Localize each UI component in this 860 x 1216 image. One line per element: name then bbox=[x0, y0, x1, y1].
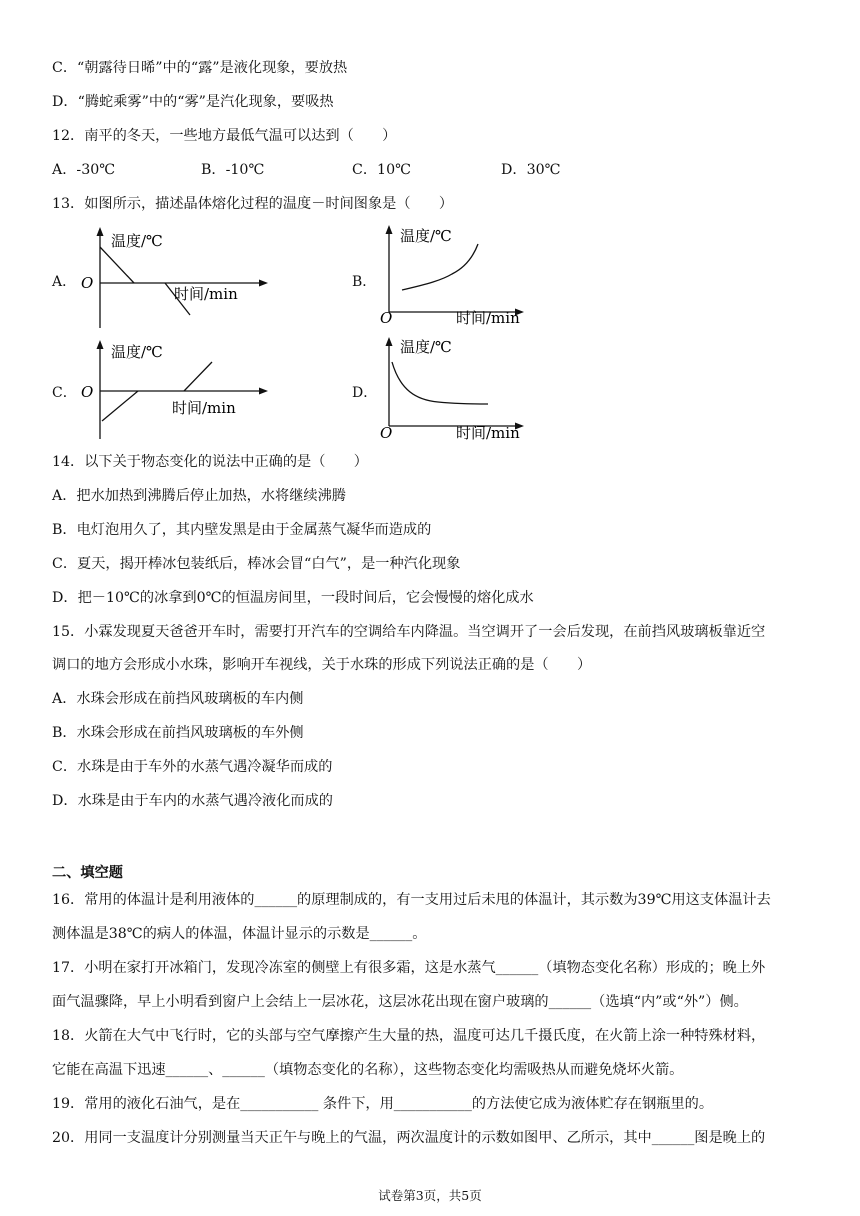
q12-option-d: D．30℃ bbox=[501, 162, 561, 178]
q17-line2: 面气温骤降，早上小明看到窗户上会结上一层冰花，这层冰花出现在窗户玻璃的______（选填“内”或“外”）侧。 bbox=[52, 994, 748, 1010]
q12-option-a: A．-30℃ bbox=[52, 162, 116, 178]
q15-option-a: A．水珠会形成在前挡风玻璃板的车内侧 bbox=[52, 691, 304, 707]
graph-a-ylabel: 温度/℃ bbox=[111, 232, 163, 250]
q20-line1: 20．用同一支温度计分别测量当天正午与晚上的气温，两次温度计的示数如图甲、乙所示，其中______图是晚上的 bbox=[52, 1130, 766, 1146]
q12-option-b: B．-10℃ bbox=[201, 162, 265, 178]
q15-option-c: C．水珠是由于车外的水蒸气遇冷凝华而成的 bbox=[52, 759, 333, 775]
q17-line1: 17．小明在家打开冰箱门，发现冷冻室的侧壁上有很多霜，这是水蒸气______（填物态变化名称）形成的；晚上外 bbox=[52, 960, 766, 976]
q11-option-d: D．“腾蛇乘雾”中的“雾”是汽化现象，要吸热 bbox=[52, 94, 334, 110]
section-title-fill-blank: 二、填空题 bbox=[52, 865, 123, 881]
graph-d-ylabel: 温度/℃ bbox=[400, 338, 452, 356]
q15-stem-line2: 调口的地方会形成小水珠，影响开车视线，关于水珠的形成下列说法正确的是（ ） bbox=[52, 657, 592, 673]
q14-option-b: B．电灯泡用久了，其内壁发黑是由于金属蒸气凝华而造成的 bbox=[52, 522, 432, 538]
graph-b-xlabel: 时间/min bbox=[456, 309, 520, 327]
q14-stem: 14．以下关于物态变化的说法中正确的是（ ） bbox=[52, 454, 368, 470]
graph-d-origin: O bbox=[380, 424, 393, 442]
q13-stem: 13．如图所示，描述晶体熔化过程的温度－时间图象是（ ） bbox=[52, 196, 454, 212]
graph-b-ylabel: 温度/℃ bbox=[400, 227, 452, 245]
q13-graph-a bbox=[78, 224, 268, 328]
q16-line1: 16．常用的体温计是利用液体的______的原理制成的，有一支用过后未甩的体温计，其示数为39℃用这支体温计去 bbox=[52, 892, 771, 908]
graph-b-origin: O bbox=[380, 309, 393, 327]
q18-line2: 它能在高温下迅速______、______（填物态变化的名称），这些物态变化均需吸热从而避免烧坏火箭。 bbox=[52, 1062, 684, 1078]
page-footer: 试卷第3页，共5页 bbox=[378, 1188, 482, 1203]
q14-option-a: A．把水加热到沸腾后停止加热，水将继续沸腾 bbox=[52, 488, 346, 504]
q12-stem: 12．南平的冬天，一些地方最低气温可以达到（ ） bbox=[52, 128, 397, 144]
q14-option-d: D．把－10℃的冰拿到0℃的恒温房间里，一段时间后，它会慢慢的熔化成水 bbox=[52, 590, 534, 606]
graph-c-ylabel: 温度/℃ bbox=[111, 343, 163, 361]
q15-option-d: D．水珠是由于车内的水蒸气遇冷液化而成的 bbox=[52, 793, 333, 809]
q12-option-c: C．10℃ bbox=[352, 162, 411, 178]
q16-line2: 测体温是38℃的病人的体温，体温计显示的示数是______。 bbox=[52, 926, 427, 942]
q13-graph-c bbox=[78, 337, 268, 439]
q15-stem-line1: 15．小霖发现夏天爸爸开车时，需要打开汽车的空调给车内降温。当空调开了一会后发现，在前挡风玻璃板靠近空 bbox=[52, 624, 766, 640]
graph-d-xlabel: 时间/min bbox=[456, 424, 520, 442]
graph-a-origin: O bbox=[81, 274, 94, 292]
q13-label-c: C． bbox=[52, 385, 77, 401]
q13-graph-b bbox=[378, 222, 528, 330]
q11-option-c: C．“朝露待日晞”中的“露”是液化现象，要放热 bbox=[52, 60, 348, 76]
graph-a-xlabel: 时间/min bbox=[174, 285, 238, 303]
q19-line: 19．常用的液化石油气，是在___________ 条件下，用___________的方法使它成为液体贮存在钢瓶里的。 bbox=[52, 1096, 714, 1112]
q18-line1: 18．火箭在大气中飞行时，它的头部与空气摩擦产生大量的热，温度可达几千摄氏度，在火箭上涂一种特殊材料， bbox=[52, 1028, 766, 1044]
q13-graph-d bbox=[378, 334, 528, 444]
q13-label-b: B． bbox=[352, 274, 377, 290]
graph-c-xlabel: 时间/min bbox=[172, 399, 236, 417]
q15-option-b: B．水珠会形成在前挡风玻璃板的车外侧 bbox=[52, 725, 304, 741]
graph-c-origin: O bbox=[81, 383, 94, 401]
q13-label-a: A． bbox=[52, 274, 77, 290]
q13-label-d: D． bbox=[352, 385, 378, 401]
q14-option-c: C．夏天，揭开棒冰包装纸后，棒冰会冒“白气”，是一种汽化现象 bbox=[52, 556, 461, 572]
